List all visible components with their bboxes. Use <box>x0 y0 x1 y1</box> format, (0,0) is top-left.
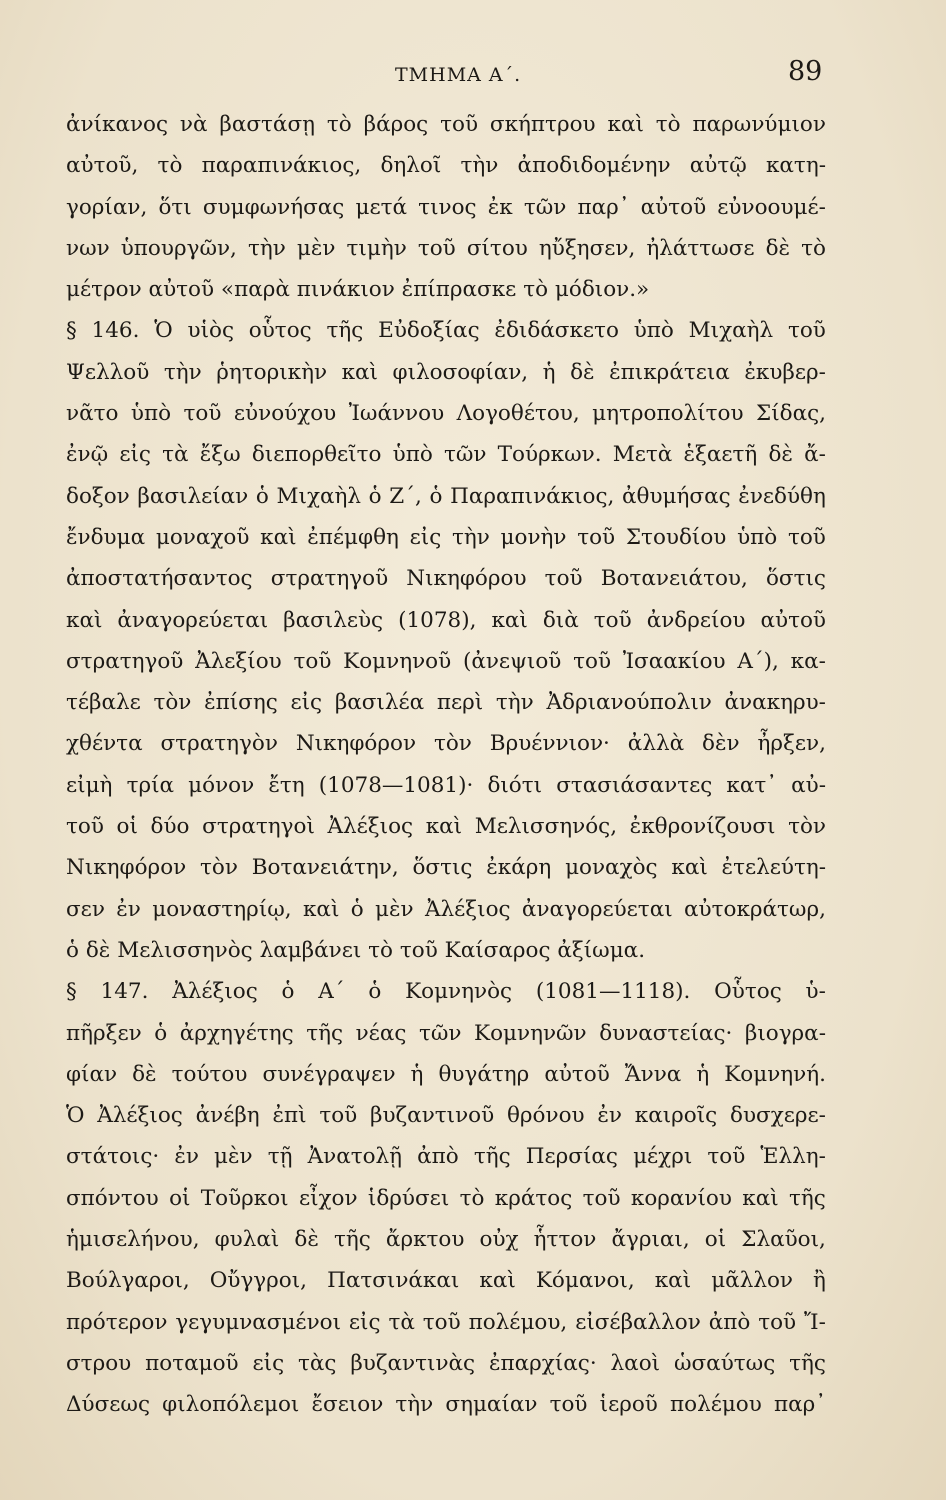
text-line: σεν ἐν μοναστηρίῳ, καὶ ὁ μὲν Ἀλέξιος ἀναγορεύεται αὐτοκράτωρ, <box>66 896 826 922</box>
page-number: 89 <box>788 56 823 87</box>
text-line: καὶ ἀναγορεύεται βασιλεὺς (1078), καὶ διὰ τοῦ ἀνδρείου αὐτοῦ <box>66 607 826 633</box>
paragraph-147-start: § 147. Ἀλέξιος ὁ Α΄ ὁ Κομνηνὸς (1081—1118). Οὗτος ὑ- <box>66 979 826 1005</box>
text-line: νᾶτο ὑπὸ τοῦ εὐνούχου Ἰωάννου Λογοθέτου, μητροπολίτου Σίδας, <box>66 401 826 427</box>
running-header <box>0 56 946 96</box>
text-line: τοῦ οἱ δύο στρατηγοὶ Ἀλέξιος καὶ Μελισσηνός, ἐκθρονίζουσι τὸν <box>66 814 826 840</box>
text-line: νων ὑπουργῶν, τὴν μὲν τιμὴν τοῦ σίτου ηὔξησεν, ἠλάττωσε δὲ τὸ <box>66 235 826 261</box>
text-line: Νικηφόρον τὸν Βοτανειάτην, ὅστις ἐκάρη μοναχὸς καὶ ἐτελεύτη- <box>66 855 826 881</box>
text-line: ἀνίκανος νὰ βαστάσῃ τὸ βάρος τοῦ σκήπτρου καὶ τὸ παρωνύμιον <box>66 112 826 137</box>
text-line: τέβαλε τὸν ἐπίσης εἰς βασιλέα περὶ τὴν Ἀδριανούπολιν ἀνακηρυ- <box>66 690 826 716</box>
text-line: μέτρον αὐτοῦ «παρὰ πινάκιον ἐπίπρασκε τὸ μόδιον.» <box>66 277 650 303</box>
text-line: γορίαν, ὅτι συμφωνήσας μετά τινος ἐκ τῶν παρ᾽ αὐτοῦ εὐνοουμέ- <box>66 194 826 220</box>
text-line: Ὁ Ἀλέξιος ἀνέβη ἐπὶ τοῦ βυζαντινοῦ θρόνου ἐν καιροῖς δυσχερε- <box>66 1103 826 1129</box>
text-line: ἀποστατήσαντος στρατηγοῦ Νικηφόρου τοῦ Βοτανειάτου, ὅστις <box>66 566 826 592</box>
text-line: ἐνῷ εἰς τὰ ἔξω διεπορθεῖτο ὑπὸ τῶν Τούρκων. Μετὰ ἑξαετῆ δὲ ἄ- <box>66 442 826 468</box>
text-line: εἰμὴ τρία μόνον ἔτη (1078—1081)· διότι στασιάσαντες κατ᾽ αὐ- <box>66 772 826 798</box>
text-line: αὐτοῦ, τὸ παραπινάκιος, δηλοῖ τὴν ἀποδιδομένην αὐτῷ κατη- <box>66 153 826 179</box>
text-line: Βούλγαροι, Οὔγγροι, Πατσινάκαι καὶ Κόμανοι, καὶ μᾶλλον ἢ <box>66 1268 826 1294</box>
text-line: ἔνδυμα μοναχοῦ καὶ ἐπέμφθη εἰς τὴν μονὴν τοῦ Στουδίου ὑπὸ τοῦ <box>66 524 826 550</box>
text-line: Δύσεως φιλοπόλεμοι ἔσειον τὴν σημαίαν τοῦ ἱεροῦ πολέμου παρ᾽ <box>66 1392 826 1418</box>
text-line: σπόντου οἱ Τοῦρκοι εἶχον ἱδρύσει τὸ κράτος τοῦ κορανίου καὶ τῆς <box>66 1185 826 1211</box>
text-line: φίαν δὲ τούτου συνέγραψεν ἡ θυγάτηρ αὐτοῦ Ἄννα ἡ Κομνηνή. <box>66 1061 826 1087</box>
text-line: στρου ποταμοῦ εἰς τὰς βυζαντινὰς ἐπαρχίας· λαοὶ ὡσαύτως τῆς <box>66 1350 826 1376</box>
section-title: ΤΜΗΜΑ Α΄. <box>395 64 522 86</box>
text-line: στρατηγοῦ Ἀλεξίου τοῦ Κομνηνοῦ (ἀνεψιοῦ τοῦ Ἰσαακίου Α΄), κα- <box>66 648 826 674</box>
text-line: στάτοις· ἐν μὲν τῇ Ἀνατολῇ ἀπὸ τῆς Περσίας μέχρι τοῦ Ἑλλη- <box>66 1144 826 1170</box>
text-line: πῆρξεν ὁ ἀρχηγέτης τῆς νέας τῶν Κομνηνῶν δυναστείας· βιογρα- <box>66 1020 826 1046</box>
body-text <box>66 104 826 1426</box>
text-line: δοξον βασιλείαν ὁ Μιχαὴλ ὁ Ζ΄, ὁ Παραπινάκιος, ἀθυμήσας ἐνεδύθη <box>66 483 826 509</box>
text-line: πρότερον γεγυμνασμένοι εἰς τὰ τοῦ πολέμου, εἰσέβαλλον ἀπὸ τοῦ Ἴ- <box>66 1309 826 1335</box>
paragraph-146-start: § 146. Ὁ υἱὸς οὗτος τῆς Εὐδοξίας ἐδιδάσκετο ὑπὸ Μιχαὴλ τοῦ <box>66 318 826 344</box>
text-line: Ψελλοῦ τὴν ῥητορικὴν καὶ φιλοσοφίαν, ἡ δὲ ἐπικράτεια ἐκυβερ- <box>66 359 826 385</box>
text-line: χθέντα στρατηγὸν Νικηφόρον τὸν Βρυέννιον· ἀλλὰ δὲν ἦρξεν, <box>66 731 826 757</box>
text-line: ἡμισελήνου, φυλαὶ δὲ τῆς ἄρκτου οὐχ ἧττον ἄγριαι, οἱ Σλαῦοι, <box>66 1227 826 1253</box>
text-line: ὁ δὲ Μελισσηνὸς λαμβάνει τὸ τοῦ Καίσαρος ἀξίωμα. <box>66 937 646 963</box>
